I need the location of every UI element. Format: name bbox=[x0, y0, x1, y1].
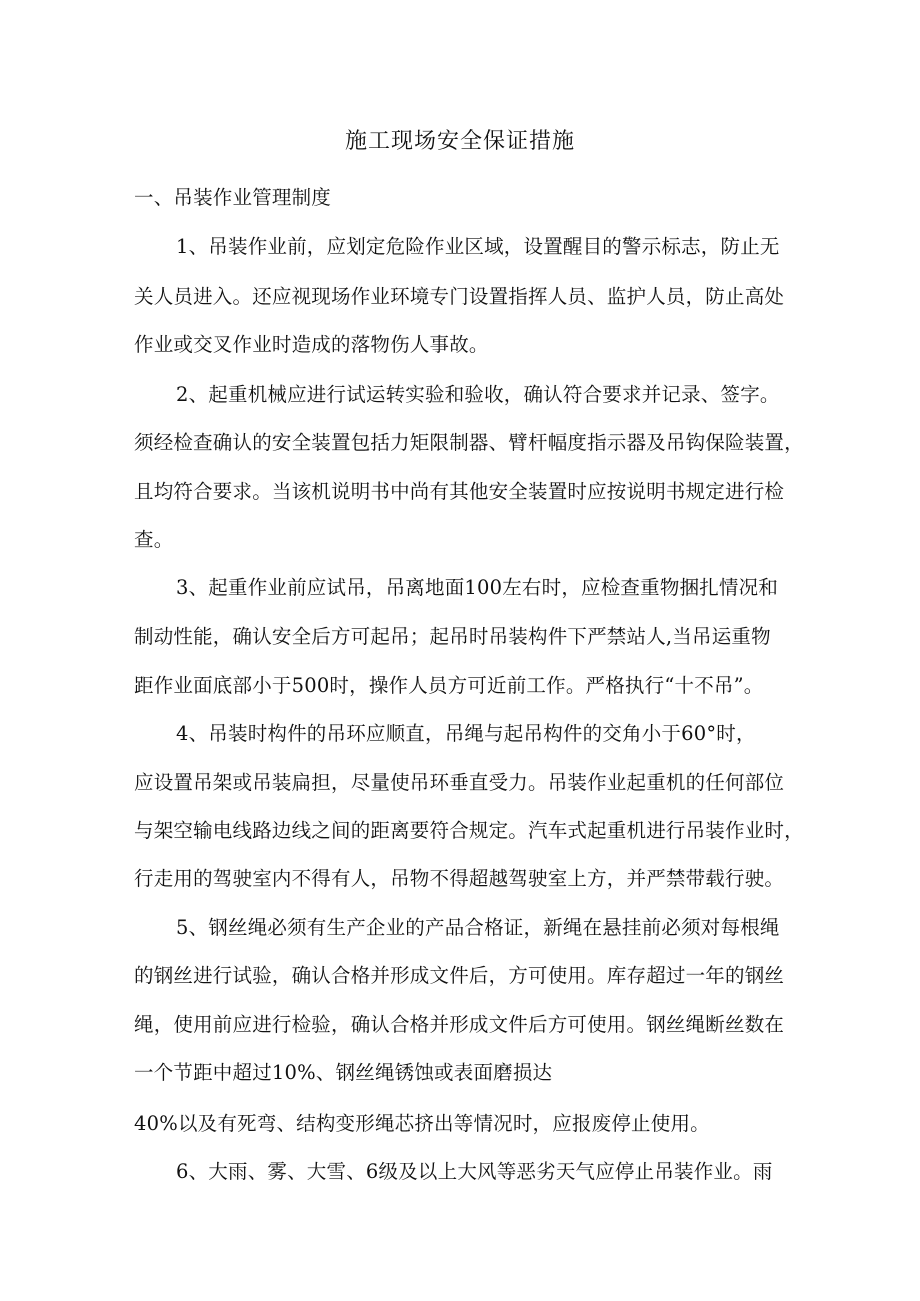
paragraph-line: 作业或交叉作业时造成的落物伤人事故。 bbox=[134, 333, 489, 356]
paragraph-line: 的钢丝进行试验，确认合格并形成文件后，方可使用。库存超过一年的钢丝 bbox=[134, 964, 785, 987]
section-heading: 一、吊装作业管理制度 bbox=[134, 186, 332, 209]
paragraph-line: 5、钢丝绳必须有生产企业的产品合格证，新绳在悬挂前必须对每根绳 bbox=[176, 916, 780, 939]
paragraph-line: 距作业面底部小于500时，操作人员方可近前工作。严格执行“十不吊”。 bbox=[134, 674, 764, 697]
paragraph-line: 2、起重机械应进行试运转实验和验收，确认符合要求并记录、签字。 bbox=[176, 383, 780, 406]
paragraph-line: 关人员进入。还应视现场作业环境专门设置指挥人员、监护人员，防止高处 bbox=[134, 285, 785, 308]
paragraph-line: 查。 bbox=[134, 528, 174, 551]
paragraph-line: 一个节距中超过10%、钢丝绳锈蚀或表面磨损达 bbox=[134, 1061, 553, 1084]
paragraph-line: 须经检查确认的安全装置包括力矩限制器、臂杆幅度指示器及吊钩保险装置， bbox=[134, 431, 804, 454]
paragraph-line: 6、大雨、雾、大雪、6级及以上大风等恶劣天气应停止吊装作业。雨 bbox=[176, 1160, 773, 1183]
paragraph-line: 应设置吊架或吊装扁担，尽量使吊环垂直受力。吊装作业起重机的任何部位 bbox=[134, 771, 785, 794]
paragraph-line: 制动性能，确认安全后方可起吊；起吊时吊装构件下严禁站人,当吊运重物 bbox=[134, 625, 771, 648]
paragraph-line: 1、吊装作业前，应划定危险作业区域，设置醒目的警示标志，防止无 bbox=[176, 235, 780, 258]
paragraph-line: 4、吊装时构件的吊环应顺直，吊绳与起吊构件的交角小于60°时， bbox=[176, 722, 756, 745]
paragraph-line: 且均符合要求。当该机说明书中尚有其他安全装置时应按说明书规定进行检 bbox=[134, 480, 785, 503]
paragraph-line: 行走用的驾驶室内不得有人，吊物不得超越驾驶室上方，并严禁带载行驶。 bbox=[134, 867, 785, 890]
document-title: 施工现场安全保证措施 bbox=[344, 129, 575, 154]
paragraph-line: 40%以及有死弯、结构变形绳芯挤出等情况时，应报废停止使用。 bbox=[134, 1112, 710, 1135]
paragraph-line: 绳，使用前应进行检验，确认合格并形成文件后方可使用。钢丝绳断丝数在 bbox=[134, 1013, 785, 1036]
paragraph-line: 3、起重作业前应试吊，吊离地面100左右时，应检查重物捆扎情况和 bbox=[176, 576, 779, 599]
paragraph-line: 与架空输电线路边线之间的距离要符合规定。汽车式起重机进行吊装作业时， bbox=[134, 819, 804, 842]
